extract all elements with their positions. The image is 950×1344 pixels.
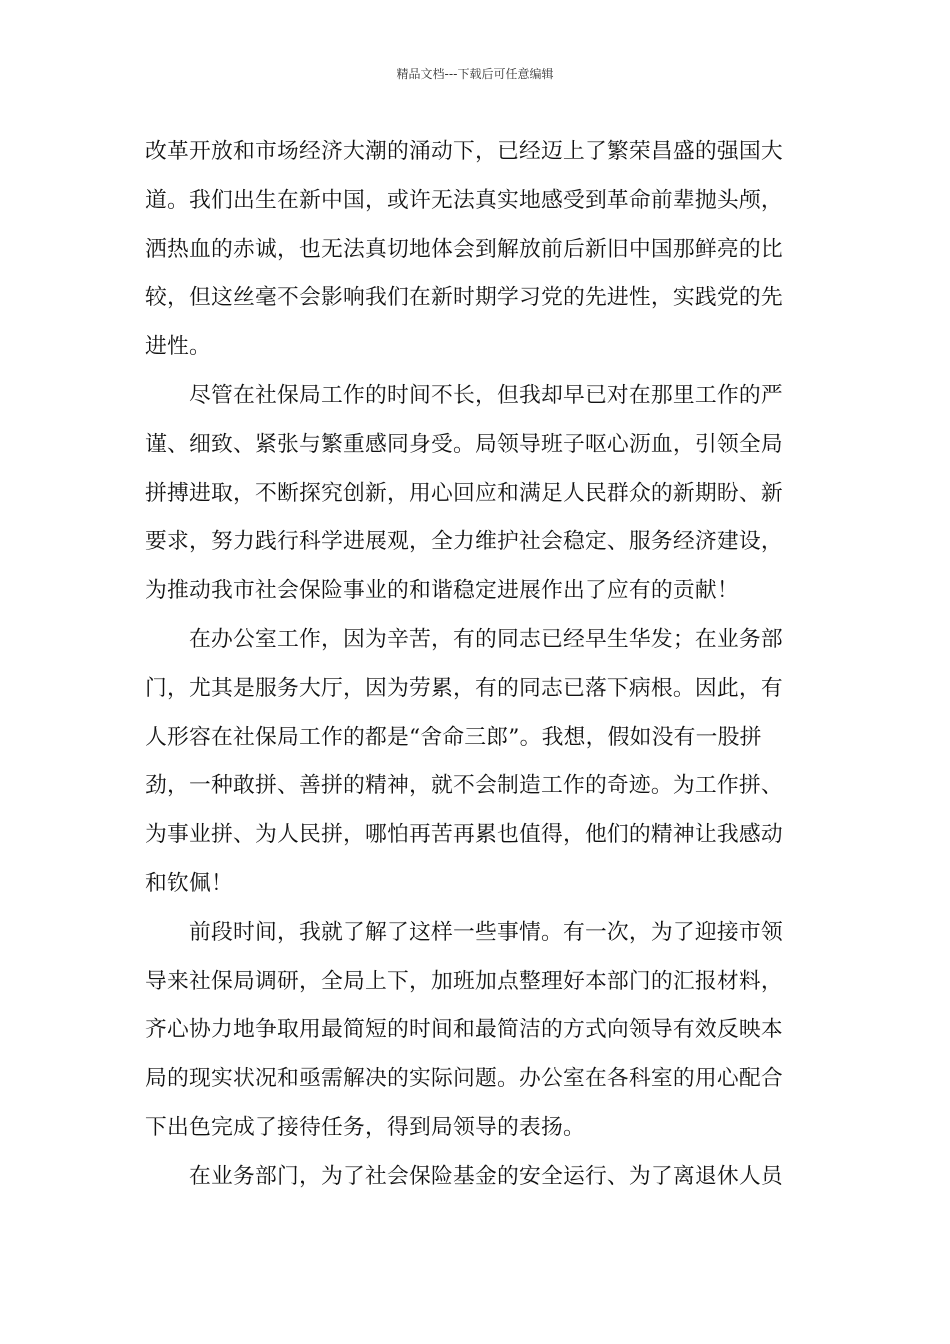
text-line: 门，尤其是服务大厅，因为劳累，有的同志已落下病根。因此，有 <box>145 675 783 701</box>
text-line: 尽管在社保局工作的时间不长，但我却早已对在那里工作的严 <box>145 382 783 408</box>
text-line: 进性。 <box>145 334 211 360</box>
text-line: 要求，努力践行科学进展观，全力维护社会稳定、服务经济建设， <box>145 529 783 555</box>
text-line: 拼搏进取，不断探究创新，用心回应和满足人民群众的新期盼、新 <box>145 480 783 506</box>
text-line: 为推动我市社会保险事业的和谐稳定进展作出了应有的贡献！ <box>145 578 739 604</box>
text-line: 局的现实状况和亟需解决的实际问题。办公室在各科室的用心配合 <box>145 1066 783 1092</box>
text-line: 劲，一种敢拼、善拼的精神，就不会制造工作的奇迹。为工作拼、 <box>145 773 783 799</box>
text-line: 前段时间，我就了解了这样一些事情。有一次，为了迎接市领 <box>145 919 783 945</box>
text-line: 下出色完成了接待任务，得到局领导的表扬。 <box>145 1114 585 1140</box>
text-line: 改革开放和市场经济大潮的涌动下，已经迈上了繁荣昌盛的强国大 <box>145 139 783 164</box>
text-line: 洒热血的赤诚，也无法真切地体会到解放前后新旧中国那鲜亮的比 <box>145 236 783 262</box>
text-line: 较，但这丝毫不会影响我们在新时期学习党的先进性，实践党的先 <box>145 285 783 311</box>
text-line: 在办公室工作，因为辛苦，有的同志已经早生华发；在业务部 <box>145 626 783 652</box>
text-line: 齐心协力地争取用最简短的时间和最简洁的方式向领导有效反映本 <box>145 1017 783 1043</box>
text-line: 谨、细致、紧张与繁重感同身受。局领导班子呕心沥血，引领全局 <box>145 431 783 457</box>
body-text <box>145 128 805 1202</box>
text-line: 导来社保局调研，全局上下，加班加点整理好本部门的汇报材料， <box>145 968 783 994</box>
text-line: 在业务部门，为了社会保险基金的安全运行、为了离退休人员 <box>145 1163 783 1189</box>
text-line: 人形容在社保局工作的都是“舍命三郎”。我想，假如没有一股拼 <box>145 724 762 750</box>
page-header: 精品文档---下载后可任意编辑 <box>396 67 554 81</box>
text-line: 和钦佩！ <box>145 870 233 896</box>
text-line: 道。我们出生在新中国，或许无法真实地感受到革命前辈抛头颅， <box>145 187 783 213</box>
text-line: 为事业拼、为人民拼，哪怕再苦再累也值得，他们的精神让我感动 <box>145 822 783 848</box>
